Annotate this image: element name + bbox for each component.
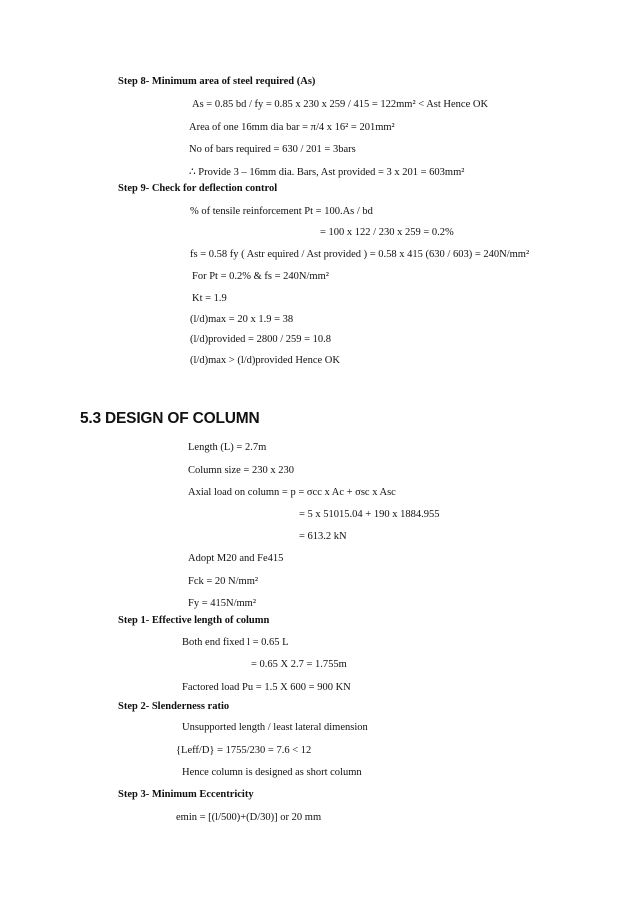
step9-line1: % of tensile reinforcement Pt = 100.As / bd xyxy=(190,206,373,217)
column-size: Column size = 230 x 230 xyxy=(188,465,294,476)
step9-title: Step 9- Check for deflection control xyxy=(118,183,278,194)
step8-line1: As = 0.85 bd / fy = 0.85 x 230 x 259 / 415 = 122mm² < Ast Hence OK xyxy=(192,99,489,110)
column-axial-2: = 5 x 51015.04 + 190 x 1884.955 xyxy=(299,509,440,520)
cstep2-title: Step 2- Slenderness ratio xyxy=(118,701,230,712)
step8-line2: Area of one 16mm dia bar = π/4 x 16² = 201mm² xyxy=(189,122,395,133)
step9-line4: For Pt = 0.2% & fs = 240N/mm² xyxy=(192,271,329,282)
section-heading: 5.3 DESIGN OF COLUMN xyxy=(80,410,260,427)
column-length: Length (L) = 2.7m xyxy=(188,442,267,453)
cstep3-title: Step 3- Minimum Eccentricity xyxy=(118,789,254,800)
column-adopt: Adopt M20 and Fe415 xyxy=(188,553,284,564)
cstep1-title: Step 1- Effective length of column xyxy=(118,615,270,626)
step8-title: Step 8- Minimum area of steel required (As) xyxy=(118,76,316,87)
cstep2-line3: Hence column is designed as short column xyxy=(182,767,362,778)
step9-line8: (l/d)max > (l/d)provided Hence OK xyxy=(190,355,340,366)
cstep3-line1: emin = [(l/500)+(D/30)] or 20 mm xyxy=(176,812,322,823)
cstep1-line2: = 0.65 X 2.7 = 1.755m xyxy=(251,659,347,670)
step9-line5: Kt = 1.9 xyxy=(192,293,227,304)
step8-line4: ∴ Provide 3 – 16mm dia. Bars, Ast provided = 3 x 201 = 603mm² xyxy=(189,167,465,178)
step8-line3: No of bars required = 630 / 201 = 3bars xyxy=(189,144,356,155)
column-axial-3: = 613.2 kN xyxy=(299,531,347,542)
cstep1-line1: Both end fixed l = 0.65 L xyxy=(182,637,289,648)
column-fck: Fck = 20 N/mm² xyxy=(188,576,259,587)
column-axial-1: Axial load on column = p = σcc x Ac + σsc x Asc xyxy=(188,487,396,498)
cstep2-line2: {Leff/D} = 1755/230 = 7.6 < 12 xyxy=(176,745,312,756)
step9-line6: (l/d)max = 20 x 1.9 = 38 xyxy=(190,314,294,325)
step9-line7: (l/d)provided = 2800 / 259 = 10.8 xyxy=(190,334,332,345)
step9-line2: = 100 x 122 / 230 x 259 = 0.2% xyxy=(320,227,454,238)
cstep1-line3: Factored load Pu = 1.5 X 600 = 900 KN xyxy=(182,682,351,693)
column-fy: Fy = 415N/mm² xyxy=(188,598,256,609)
cstep2-line1: Unsupported length / least lateral dimension xyxy=(182,722,368,733)
step9-line3: fs = 0.58 fy ( Astr equired / Ast provided ) = 0.58 x 415 (630 / 603) = 240N/mm² xyxy=(190,249,530,260)
